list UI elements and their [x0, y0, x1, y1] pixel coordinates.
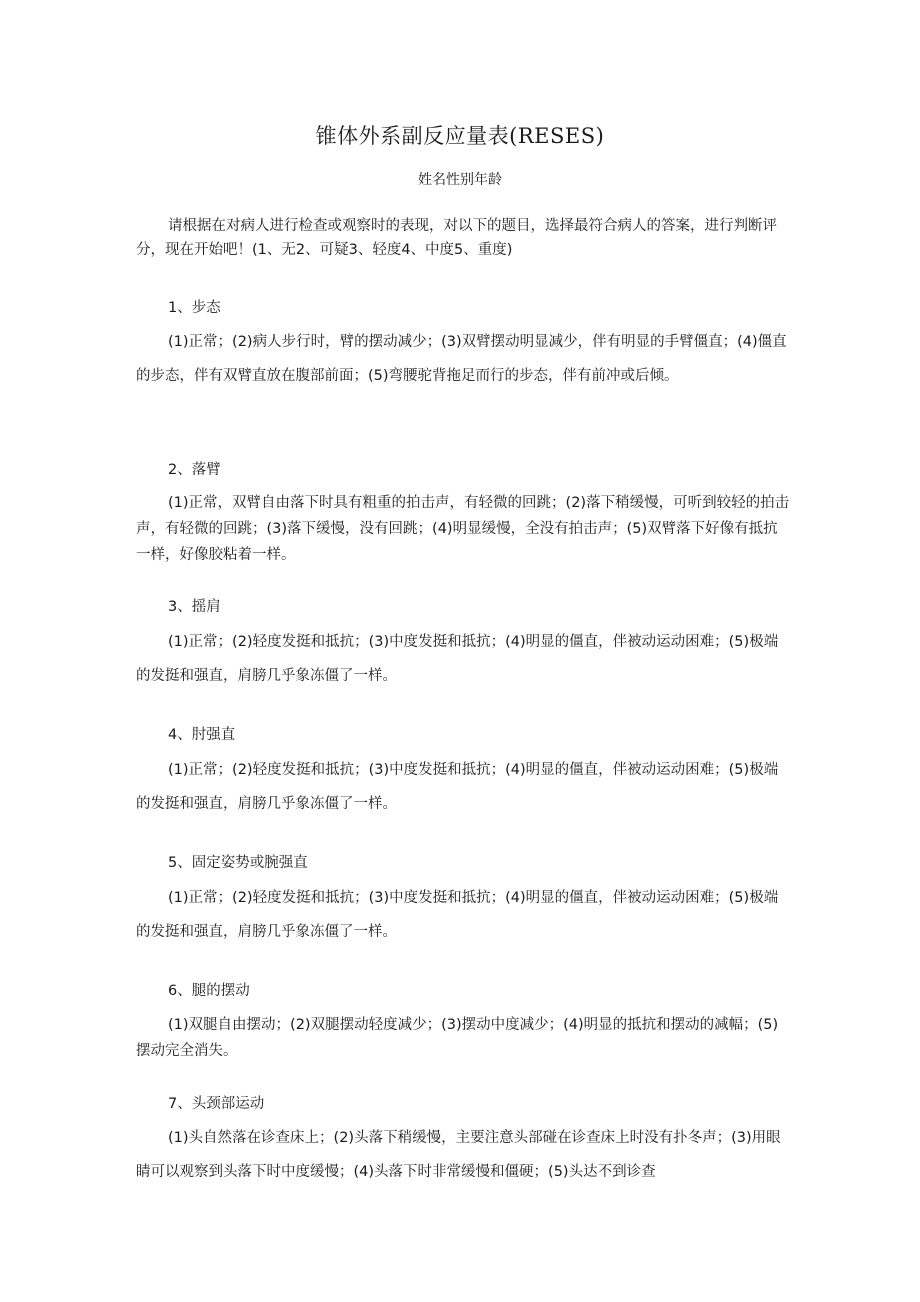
section-text-5: (1)正常；(2)轻度发挺和抵抗；(3)中度发挺和抵抗；(4)明显的僵直，伴被动运动困难；(5)极端的发挺和强直，肩膀几乎象冻僵了一样。 — [136, 890, 779, 940]
section-text-2: (1)正常，双臂自由落下时具有粗重的拍击声，有轻微的回跳；(2)落下稍缓慢，可听到较轻的拍击声，有轻微的回跳；(3)落下缓慢，没有回跳；(4)明显缓慢，全没有拍击声；(5)双臂落下好像有抵抗一样，好像胶粘着一样。 — [136, 495, 790, 563]
section-text-7: (1)头自然落在诊查床上；(2)头落下稍缓慢，主要注意头部碰在诊查床上时没有扑冬声；(3)用眼睛可以观察到头落下时中度缓慢；(4)头落下时非常缓慢和僵硬；(5)头达不到诊查 — [136, 1130, 781, 1180]
section-heading-4: 4、肘强直 — [168, 727, 236, 743]
section-text-6: (1)双腿自由摆动；(2)双腿摆动轻度减少；(3)摆动中度减少；(4)明显的抵抗和摆动的减幅；(5)摆动完全消失。 — [136, 1017, 779, 1059]
intro-paragraph: 请根据在对病人进行检查或观察时的表现，对以下的题目，选择最符合病人的答案，进行判断评分，现在开始吧！(1、无2、可疑3、轻度4、中度5、重度) — [136, 218, 777, 258]
section-heading-5: 5、固定姿势或腕强直 — [168, 855, 308, 871]
section-text-4: (1)正常；(2)轻度发挺和抵抗；(3)中度发挺和抵抗；(4)明显的僵直，伴被动运动困难；(5)极端的发挺和强直，肩膀几乎象冻僵了一样。 — [136, 762, 779, 812]
section-heading-7: 7、头颈部运动 — [168, 1096, 265, 1112]
section-heading-6: 6、腿的摆动 — [168, 983, 250, 999]
section-text-1: (1)正常；(2)病人步行时，臂的摆动减少；(3)双臂摆动明显减少，伴有明显的手臂僵直；(4)僵直的步态，伴有双臂直放在腹部前面；(5)弯腰驼背拖足而行的步态，伴有前冲或后倾。 — [136, 334, 787, 384]
document-subtitle: 姓名性别年龄 — [418, 172, 502, 188]
section-heading-2: 2、落臂 — [168, 462, 221, 478]
document-title: 锥体外系副反应量表(RESES) — [315, 124, 605, 148]
section-heading-3: 3、摇肩 — [168, 599, 221, 615]
section-text-3: (1)正常；(2)轻度发挺和抵抗；(3)中度发挺和抵抗；(4)明显的僵直，伴被动运动困难；(5)极端的发挺和强直，肩膀几乎象冻僵了一样。 — [136, 634, 779, 684]
section-heading-1: 1、步态 — [168, 300, 221, 316]
